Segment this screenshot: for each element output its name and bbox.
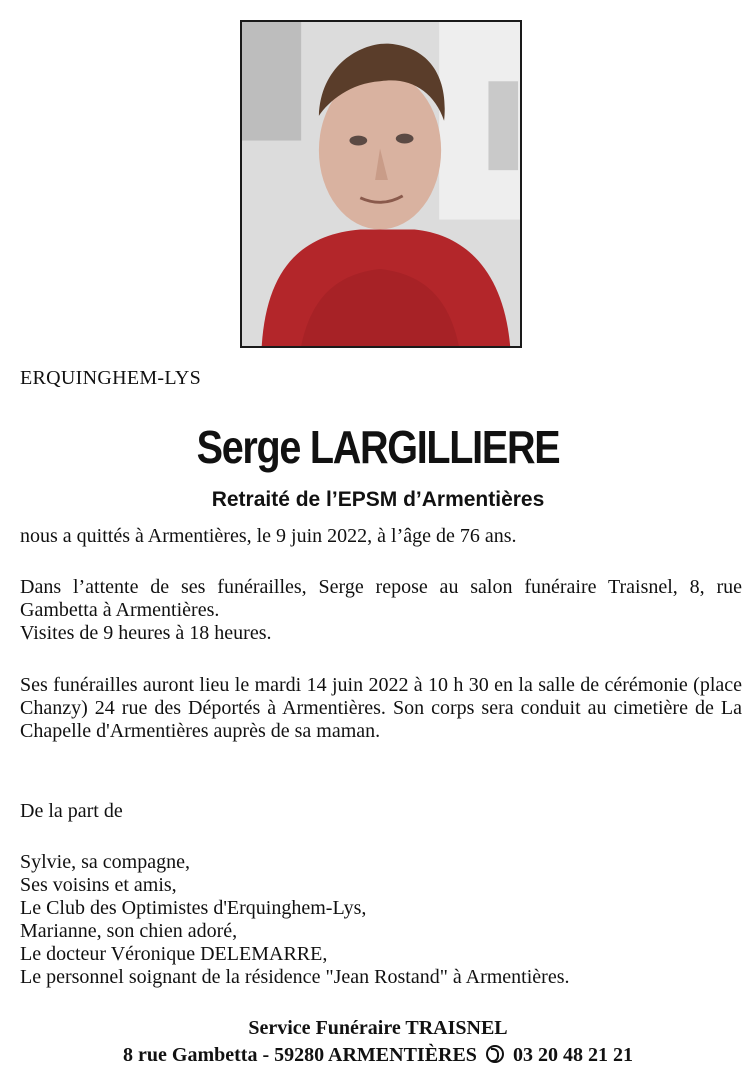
portrait-photo: [240, 20, 522, 348]
family-list: [20, 851, 742, 989]
family-line: Marianne, son chien adoré,: [20, 920, 238, 942]
family-line: Ses voisins et amis,: [20, 874, 177, 896]
funeral-home-address: 8 rue Gambetta - 59280 ARMENTIÈRES: [123, 1044, 477, 1066]
portrait-illustration: [242, 22, 520, 346]
passing-statement: nous a quittés à Armentières, le 9 juin 2022, à l’âge de 76 ans.: [20, 525, 517, 547]
family-line: Sylvie, sa compagne,: [20, 851, 190, 873]
funeral-details-text: Ses funérailles auront lieu le mardi 14 juin 2022 à 10 h 30 en la salle de cérémonie (place Chanzy) 24 rue des Déportés à Armentières. Son corps sera conduit au cimetière de La Chapelle d'Armentières auprès de sa maman.: [20, 674, 742, 742]
funeral-paragraph: [20, 674, 742, 743]
funeral-home-contact: [0, 1044, 756, 1067]
family-line: Le docteur Véronique DELEMARRE,: [20, 943, 328, 965]
viewing-hours-text: Visites de 9 heures à 18 heures.: [20, 622, 272, 644]
viewing-location-text: Dans l’attente de ses funérailles, Serge repose au salon funéraire Traisnel, 8, rue Gambetta à Armentières.: [20, 576, 742, 621]
phone-icon: [486, 1045, 504, 1063]
viewing-paragraph: [20, 576, 742, 645]
deceased-title: Retraité de l’EPSM d’Armentières: [211, 488, 545, 511]
funeral-home-name: Service Funéraire TRAISNEL: [248, 1017, 508, 1039]
deceased-name: Serge LARGILLIERE: [196, 421, 560, 473]
announcement-line: [20, 525, 742, 548]
location-label: ERQUINGHEM-LYS: [20, 367, 202, 389]
from-label-block: [20, 800, 742, 823]
from-label: De la part de: [20, 800, 123, 822]
funeral-home-phone: 03 20 48 21 21: [512, 1044, 633, 1066]
family-line: Le personnel soignant de la résidence "Jean Rostand" à Armentières.: [20, 966, 570, 988]
family-line: Le Club des Optimistes d'Erquinghem-Lys,: [20, 897, 367, 919]
